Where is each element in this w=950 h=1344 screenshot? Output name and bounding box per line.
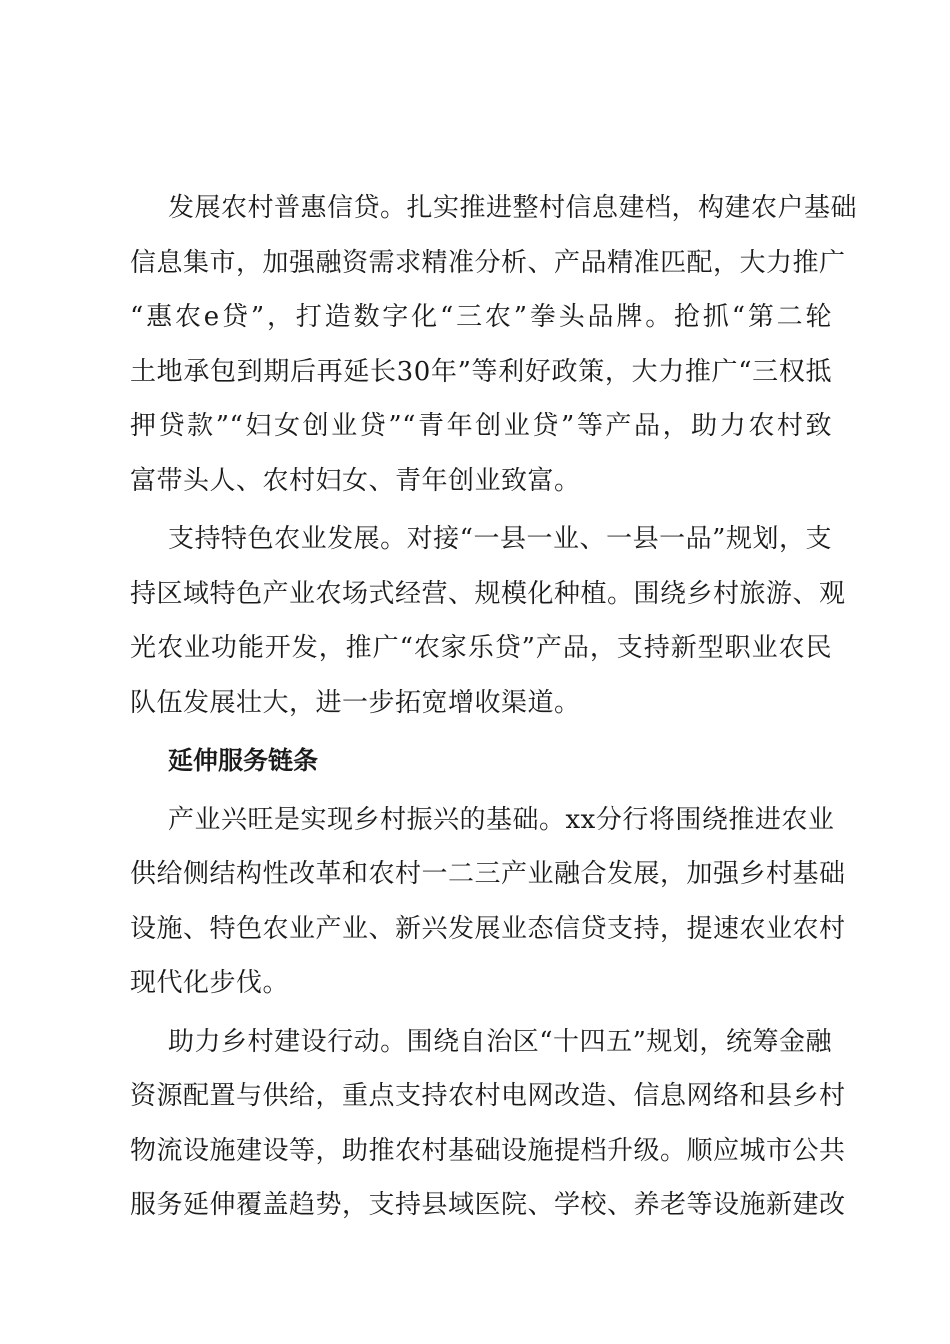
text-line: 设施、特色农业产业、新兴发展业态信贷支持，提速农业农村 [130,913,846,944]
text-line: 支持特色农业发展。对接“一县一业、一县一品”规划，支 [168,524,832,554]
paragraph-industry-prosperity [130,793,846,1011]
text-line: 发展农村普惠信贷。扎实推进整村信息建档，构建农户基础 [168,193,858,223]
paragraph-special-agriculture [130,512,846,730]
text-line: 供给侧结构性改革和农村一二三产业融合发展，加强乡村基础 [130,859,846,889]
text-line: 现代化步伐。 [130,968,290,998]
text-line: 富带头人、农村妇女、青年创业致富。 [130,465,581,496]
text-line: 押贷款”“妇女创业贷”“青年创业贷”等产品，助力农村致 [130,411,832,441]
document-body [130,181,858,1233]
text-line: 土地承包到期后再延长30年”等利好政策，大力推广“三权抵 [130,356,832,387]
text-line: 光农业功能开发，推广“农家乐贷”产品，支持新型职业农民 [130,633,832,663]
text-line: “惠农e贷”，打造数字化“三农”拳头品牌。抢抓“第二轮 [130,302,832,332]
text-line: 产业兴旺是实现乡村振兴的基础。xx分行将围绕推进农业 [168,804,835,835]
text-line: 资源配置与供给，重点支持农村电网改造、信息网络和县乡村 [130,1081,846,1111]
section-heading: 延伸服务链条 [168,746,319,775]
text-line: 信息集市，加强融资需求精准分析、产品精准匹配，大力推广 [130,247,846,278]
text-line: 物流设施建设等，助推农村基础设施提档升级。顺应城市公共 [130,1135,846,1166]
text-line: 服务延伸覆盖趋势，支持县域医院、学校、养老等设施新建改 [130,1190,846,1220]
paragraph-rural-construction [130,1015,846,1233]
paragraph-rural-credit [130,181,858,508]
text-line: 助力乡村建设行动。围绕自治区“十四五”规划，统筹金融 [168,1026,832,1057]
text-line: 队伍发展壮大，进一步拓宽增收渠道。 [130,687,581,718]
text-line: 持区域特色产业农场式经营、规模化种植。围绕乡村旅游、观 [130,578,846,609]
